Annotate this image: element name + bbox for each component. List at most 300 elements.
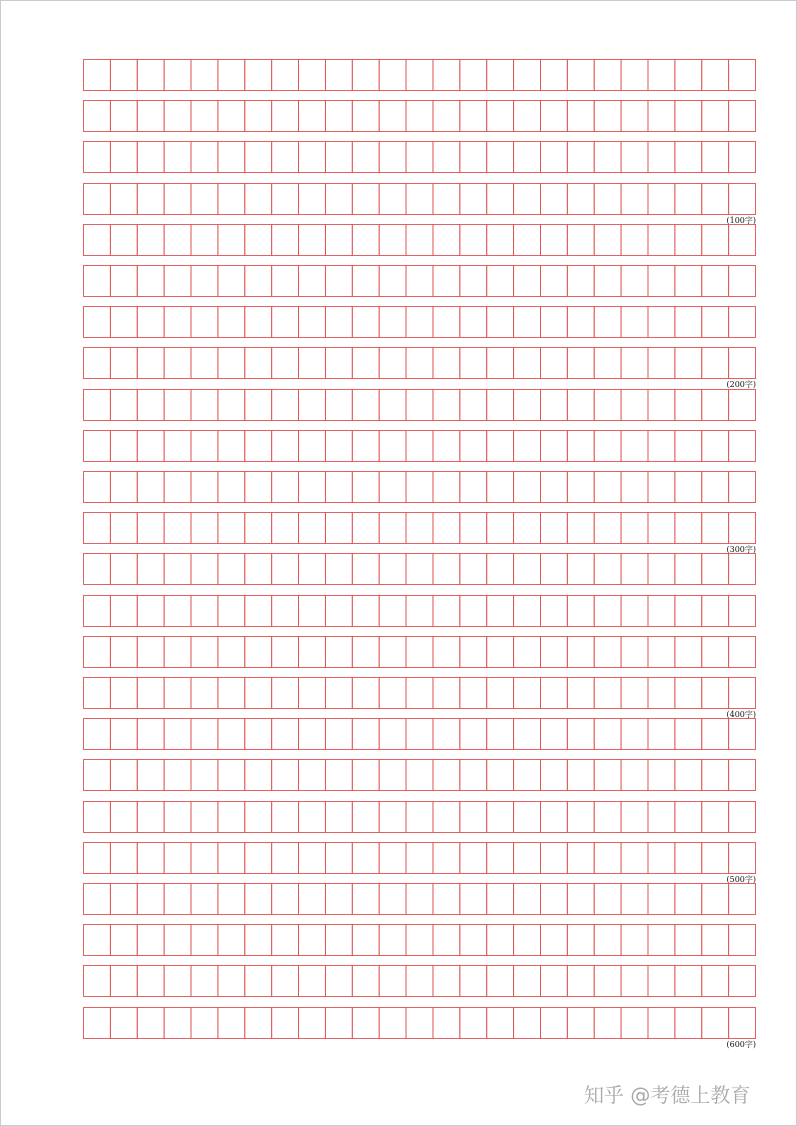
- grid-cell[interactable]: [702, 884, 729, 915]
- grid-cell[interactable]: [137, 596, 164, 627]
- grid-cell[interactable]: [84, 884, 111, 915]
- grid-cell[interactable]: [675, 390, 702, 421]
- grid-cell[interactable]: [621, 719, 648, 750]
- grid-cell[interactable]: [272, 925, 299, 956]
- grid-cell[interactable]: [110, 266, 137, 297]
- grid-cell[interactable]: [433, 513, 460, 544]
- grid-cell[interactable]: [325, 596, 352, 627]
- grid-cell[interactable]: [729, 719, 756, 750]
- grid-cell[interactable]: [299, 390, 326, 421]
- grid-cell[interactable]: [648, 225, 675, 256]
- grid-cell[interactable]: [594, 760, 621, 791]
- grid-cell[interactable]: [567, 266, 594, 297]
- grid-cell[interactable]: [567, 184, 594, 215]
- grid-cell[interactable]: [487, 596, 514, 627]
- grid-cell[interactable]: [110, 225, 137, 256]
- grid-cell[interactable]: [299, 719, 326, 750]
- grid-cell[interactable]: [729, 596, 756, 627]
- grid-cell[interactable]: [702, 266, 729, 297]
- grid-cell[interactable]: [460, 843, 487, 874]
- grid-cell[interactable]: [594, 390, 621, 421]
- grid-cell[interactable]: [729, 101, 756, 132]
- grid-cell[interactable]: [487, 884, 514, 915]
- grid-cell[interactable]: [540, 513, 567, 544]
- grid-cell[interactable]: [379, 884, 406, 915]
- grid-cell[interactable]: [648, 513, 675, 544]
- grid-cell[interactable]: [325, 637, 352, 668]
- grid-cell[interactable]: [272, 760, 299, 791]
- grid-cell[interactable]: [487, 348, 514, 379]
- grid-cell[interactable]: [487, 472, 514, 503]
- grid-cell[interactable]: [460, 184, 487, 215]
- grid-cell[interactable]: [433, 966, 460, 997]
- grid-cell[interactable]: [729, 513, 756, 544]
- grid-cell[interactable]: [406, 802, 433, 833]
- grid-cell[interactable]: [191, 719, 218, 750]
- grid-cell[interactable]: [191, 513, 218, 544]
- grid-cell[interactable]: [540, 678, 567, 709]
- grid-cell[interactable]: [137, 513, 164, 544]
- grid-cell[interactable]: [352, 884, 379, 915]
- grid-cell[interactable]: [137, 966, 164, 997]
- grid-cell[interactable]: [702, 925, 729, 956]
- grid-cell[interactable]: [299, 925, 326, 956]
- grid-cell[interactable]: [137, 637, 164, 668]
- grid-cell[interactable]: [191, 101, 218, 132]
- grid-cell[interactable]: [245, 802, 272, 833]
- grid-cell[interactable]: [594, 596, 621, 627]
- grid-cell[interactable]: [299, 184, 326, 215]
- grid-cell[interactable]: [675, 60, 702, 91]
- grid-cell[interactable]: [702, 1008, 729, 1039]
- grid-cell[interactable]: [567, 348, 594, 379]
- grid-cell[interactable]: [299, 802, 326, 833]
- grid-cell[interactable]: [460, 554, 487, 585]
- grid-cell[interactable]: [621, 596, 648, 627]
- grid-cell[interactable]: [406, 760, 433, 791]
- grid-cell[interactable]: [84, 554, 111, 585]
- grid-cell[interactable]: [272, 719, 299, 750]
- grid-cell[interactable]: [164, 925, 191, 956]
- grid-cell[interactable]: [191, 348, 218, 379]
- grid-cell[interactable]: [325, 513, 352, 544]
- grid-cell[interactable]: [675, 431, 702, 462]
- grid-cell[interactable]: [299, 431, 326, 462]
- grid-cell[interactable]: [191, 966, 218, 997]
- grid-cell[interactable]: [594, 925, 621, 956]
- grid-cell[interactable]: [567, 390, 594, 421]
- grid-cell[interactable]: [648, 719, 675, 750]
- grid-cell[interactable]: [299, 348, 326, 379]
- grid-cell[interactable]: [433, 431, 460, 462]
- grid-cell[interactable]: [729, 307, 756, 338]
- grid-cell[interactable]: [379, 307, 406, 338]
- grid-cell[interactable]: [325, 184, 352, 215]
- grid-cell[interactable]: [540, 884, 567, 915]
- grid-cell[interactable]: [648, 678, 675, 709]
- grid-cell[interactable]: [460, 802, 487, 833]
- grid-cell[interactable]: [540, 142, 567, 173]
- grid-cell[interactable]: [433, 101, 460, 132]
- grid-cell[interactable]: [325, 678, 352, 709]
- grid-cell[interactable]: [621, 266, 648, 297]
- grid-cell[interactable]: [379, 472, 406, 503]
- grid-cell[interactable]: [137, 925, 164, 956]
- grid-cell[interactable]: [540, 925, 567, 956]
- grid-cell[interactable]: [245, 60, 272, 91]
- grid-cell[interactable]: [540, 802, 567, 833]
- grid-cell[interactable]: [164, 802, 191, 833]
- grid-cell[interactable]: [648, 307, 675, 338]
- grid-cell[interactable]: [567, 225, 594, 256]
- grid-cell[interactable]: [460, 431, 487, 462]
- grid-cell[interactable]: [84, 60, 111, 91]
- grid-cell[interactable]: [218, 60, 245, 91]
- grid-cell[interactable]: [406, 1008, 433, 1039]
- grid-cell[interactable]: [675, 554, 702, 585]
- grid-cell[interactable]: [245, 884, 272, 915]
- grid-cell[interactable]: [460, 637, 487, 668]
- grid-cell[interactable]: [352, 925, 379, 956]
- grid-cell[interactable]: [137, 554, 164, 585]
- grid-cell[interactable]: [164, 719, 191, 750]
- grid-cell[interactable]: [702, 348, 729, 379]
- grid-cell[interactable]: [272, 554, 299, 585]
- grid-cell[interactable]: [540, 225, 567, 256]
- grid-cell[interactable]: [406, 101, 433, 132]
- grid-cell[interactable]: [460, 266, 487, 297]
- grid-cell[interactable]: [379, 1008, 406, 1039]
- grid-cell[interactable]: [218, 101, 245, 132]
- grid-cell[interactable]: [137, 760, 164, 791]
- grid-cell[interactable]: [567, 554, 594, 585]
- grid-cell[interactable]: [487, 101, 514, 132]
- grid-cell[interactable]: [675, 884, 702, 915]
- grid-cell[interactable]: [245, 266, 272, 297]
- grid-cell[interactable]: [540, 390, 567, 421]
- grid-cell[interactable]: [191, 431, 218, 462]
- grid-cell[interactable]: [514, 184, 541, 215]
- grid-cell[interactable]: [621, 678, 648, 709]
- grid-cell[interactable]: [702, 513, 729, 544]
- grid-cell[interactable]: [299, 513, 326, 544]
- grid-cell[interactable]: [433, 554, 460, 585]
- grid-cell[interactable]: [84, 719, 111, 750]
- grid-cell[interactable]: [325, 431, 352, 462]
- grid-cell[interactable]: [433, 142, 460, 173]
- grid-cell[interactable]: [487, 966, 514, 997]
- grid-cell[interactable]: [164, 60, 191, 91]
- grid-cell[interactable]: [299, 596, 326, 627]
- grid-cell[interactable]: [325, 307, 352, 338]
- grid-cell[interactable]: [433, 184, 460, 215]
- grid-cell[interactable]: [487, 266, 514, 297]
- grid-cell[interactable]: [245, 719, 272, 750]
- grid-cell[interactable]: [218, 307, 245, 338]
- grid-cell[interactable]: [110, 843, 137, 874]
- grid-cell[interactable]: [460, 884, 487, 915]
- grid-cell[interactable]: [110, 142, 137, 173]
- grid-cell[interactable]: [164, 142, 191, 173]
- grid-cell[interactable]: [675, 596, 702, 627]
- grid-cell[interactable]: [245, 637, 272, 668]
- grid-cell[interactable]: [540, 554, 567, 585]
- grid-cell[interactable]: [621, 348, 648, 379]
- grid-cell[interactable]: [84, 513, 111, 544]
- grid-cell[interactable]: [325, 390, 352, 421]
- grid-cell[interactable]: [352, 513, 379, 544]
- grid-cell[interactable]: [540, 1008, 567, 1039]
- grid-cell[interactable]: [191, 60, 218, 91]
- grid-cell[interactable]: [433, 678, 460, 709]
- grid-cell[interactable]: [594, 884, 621, 915]
- grid-cell[interactable]: [433, 472, 460, 503]
- grid-cell[interactable]: [567, 678, 594, 709]
- grid-cell[interactable]: [164, 225, 191, 256]
- grid-cell[interactable]: [164, 266, 191, 297]
- grid-cell[interactable]: [460, 966, 487, 997]
- grid-cell[interactable]: [702, 719, 729, 750]
- grid-cell[interactable]: [84, 390, 111, 421]
- grid-cell[interactable]: [84, 348, 111, 379]
- grid-cell[interactable]: [729, 266, 756, 297]
- grid-cell[interactable]: [110, 596, 137, 627]
- grid-cell[interactable]: [164, 843, 191, 874]
- grid-cell[interactable]: [137, 472, 164, 503]
- grid-cell[interactable]: [406, 307, 433, 338]
- grid-cell[interactable]: [648, 760, 675, 791]
- grid-cell[interactable]: [352, 472, 379, 503]
- grid-cell[interactable]: [487, 925, 514, 956]
- grid-cell[interactable]: [299, 678, 326, 709]
- grid-cell[interactable]: [729, 554, 756, 585]
- grid-cell[interactable]: [164, 966, 191, 997]
- grid-cell[interactable]: [352, 431, 379, 462]
- grid-cell[interactable]: [84, 307, 111, 338]
- grid-cell[interactable]: [675, 101, 702, 132]
- grid-cell[interactable]: [191, 1008, 218, 1039]
- grid-cell[interactable]: [272, 184, 299, 215]
- grid-cell[interactable]: [594, 348, 621, 379]
- grid-cell[interactable]: [325, 142, 352, 173]
- grid-cell[interactable]: [352, 596, 379, 627]
- grid-cell[interactable]: [110, 802, 137, 833]
- grid-cell[interactable]: [433, 925, 460, 956]
- grid-cell[interactable]: [675, 184, 702, 215]
- grid-cell[interactable]: [218, 760, 245, 791]
- grid-cell[interactable]: [84, 802, 111, 833]
- grid-cell[interactable]: [218, 225, 245, 256]
- grid-cell[interactable]: [594, 472, 621, 503]
- grid-cell[interactable]: [675, 637, 702, 668]
- grid-cell[interactable]: [164, 184, 191, 215]
- grid-cell[interactable]: [379, 513, 406, 544]
- grid-cell[interactable]: [137, 60, 164, 91]
- grid-cell[interactable]: [110, 513, 137, 544]
- grid-cell[interactable]: [514, 596, 541, 627]
- grid-cell[interactable]: [272, 101, 299, 132]
- grid-cell[interactable]: [433, 225, 460, 256]
- grid-cell[interactable]: [621, 184, 648, 215]
- grid-cell[interactable]: [594, 719, 621, 750]
- grid-cell[interactable]: [648, 390, 675, 421]
- grid-cell[interactable]: [110, 184, 137, 215]
- grid-cell[interactable]: [702, 60, 729, 91]
- grid-cell[interactable]: [84, 678, 111, 709]
- grid-cell[interactable]: [164, 596, 191, 627]
- grid-cell[interactable]: [299, 307, 326, 338]
- grid-cell[interactable]: [84, 637, 111, 668]
- grid-cell[interactable]: [352, 142, 379, 173]
- grid-cell[interactable]: [702, 431, 729, 462]
- grid-cell[interactable]: [729, 925, 756, 956]
- grid-cell[interactable]: [84, 843, 111, 874]
- grid-cell[interactable]: [648, 184, 675, 215]
- grid-cell[interactable]: [621, 390, 648, 421]
- grid-cell[interactable]: [702, 101, 729, 132]
- grid-cell[interactable]: [648, 637, 675, 668]
- grid-cell[interactable]: [594, 637, 621, 668]
- grid-cell[interactable]: [379, 390, 406, 421]
- grid-cell[interactable]: [729, 802, 756, 833]
- grid-cell[interactable]: [325, 554, 352, 585]
- grid-cell[interactable]: [84, 142, 111, 173]
- grid-cell[interactable]: [272, 966, 299, 997]
- grid-cell[interactable]: [675, 843, 702, 874]
- grid-cell[interactable]: [594, 843, 621, 874]
- grid-cell[interactable]: [675, 925, 702, 956]
- grid-cell[interactable]: [379, 60, 406, 91]
- grid-cell[interactable]: [352, 390, 379, 421]
- grid-cell[interactable]: [514, 60, 541, 91]
- grid-cell[interactable]: [110, 307, 137, 338]
- grid-cell[interactable]: [406, 554, 433, 585]
- grid-cell[interactable]: [675, 348, 702, 379]
- grid-cell[interactable]: [164, 678, 191, 709]
- grid-cell[interactable]: [675, 802, 702, 833]
- grid-cell[interactable]: [433, 60, 460, 91]
- grid-cell[interactable]: [406, 678, 433, 709]
- grid-cell[interactable]: [164, 472, 191, 503]
- grid-cell[interactable]: [514, 719, 541, 750]
- grid-cell[interactable]: [567, 637, 594, 668]
- grid-cell[interactable]: [433, 802, 460, 833]
- grid-cell[interactable]: [540, 431, 567, 462]
- grid-cell[interactable]: [487, 142, 514, 173]
- grid-cell[interactable]: [648, 266, 675, 297]
- grid-cell[interactable]: [379, 719, 406, 750]
- grid-cell[interactable]: [729, 184, 756, 215]
- grid-cell[interactable]: [675, 760, 702, 791]
- grid-cell[interactable]: [245, 554, 272, 585]
- grid-cell[interactable]: [729, 966, 756, 997]
- grid-cell[interactable]: [110, 101, 137, 132]
- grid-cell[interactable]: [191, 925, 218, 956]
- grid-cell[interactable]: [567, 1008, 594, 1039]
- grid-cell[interactable]: [191, 142, 218, 173]
- grid-cell[interactable]: [137, 101, 164, 132]
- grid-cell[interactable]: [514, 390, 541, 421]
- grid-cell[interactable]: [460, 678, 487, 709]
- grid-cell[interactable]: [514, 637, 541, 668]
- grid-cell[interactable]: [218, 390, 245, 421]
- grid-cell[interactable]: [702, 637, 729, 668]
- grid-cell[interactable]: [406, 431, 433, 462]
- grid-cell[interactable]: [352, 1008, 379, 1039]
- grid-cell[interactable]: [433, 760, 460, 791]
- grid-cell[interactable]: [84, 472, 111, 503]
- grid-cell[interactable]: [245, 472, 272, 503]
- grid-cell[interactable]: [379, 843, 406, 874]
- grid-cell[interactable]: [433, 348, 460, 379]
- grid-cell[interactable]: [191, 802, 218, 833]
- grid-cell[interactable]: [594, 431, 621, 462]
- grid-cell[interactable]: [460, 472, 487, 503]
- grid-cell[interactable]: [514, 884, 541, 915]
- grid-cell[interactable]: [272, 60, 299, 91]
- grid-cell[interactable]: [675, 266, 702, 297]
- grid-cell[interactable]: [648, 1008, 675, 1039]
- grid-cell[interactable]: [218, 843, 245, 874]
- grid-cell[interactable]: [272, 142, 299, 173]
- grid-cell[interactable]: [84, 101, 111, 132]
- grid-cell[interactable]: [299, 843, 326, 874]
- grid-cell[interactable]: [137, 1008, 164, 1039]
- grid-cell[interactable]: [621, 431, 648, 462]
- grid-cell[interactable]: [621, 225, 648, 256]
- grid-cell[interactable]: [379, 678, 406, 709]
- grid-cell[interactable]: [110, 60, 137, 91]
- grid-cell[interactable]: [379, 101, 406, 132]
- grid-cell[interactable]: [702, 760, 729, 791]
- grid-cell[interactable]: [648, 348, 675, 379]
- grid-cell[interactable]: [299, 554, 326, 585]
- grid-cell[interactable]: [514, 966, 541, 997]
- grid-cell[interactable]: [325, 719, 352, 750]
- grid-cell[interactable]: [110, 719, 137, 750]
- grid-cell[interactable]: [406, 184, 433, 215]
- grid-cell[interactable]: [272, 884, 299, 915]
- grid-cell[interactable]: [245, 925, 272, 956]
- grid-cell[interactable]: [514, 802, 541, 833]
- grid-cell[interactable]: [514, 554, 541, 585]
- grid-cell[interactable]: [164, 554, 191, 585]
- grid-cell[interactable]: [137, 307, 164, 338]
- grid-cell[interactable]: [406, 472, 433, 503]
- grid-cell[interactable]: [648, 966, 675, 997]
- grid-cell[interactable]: [460, 101, 487, 132]
- grid-cell[interactable]: [514, 925, 541, 956]
- grid-cell[interactable]: [191, 266, 218, 297]
- grid-cell[interactable]: [84, 431, 111, 462]
- grid-cell[interactable]: [218, 142, 245, 173]
- grid-cell[interactable]: [164, 637, 191, 668]
- grid-cell[interactable]: [567, 966, 594, 997]
- grid-cell[interactable]: [406, 843, 433, 874]
- grid-cell[interactable]: [514, 472, 541, 503]
- grid-cell[interactable]: [245, 1008, 272, 1039]
- grid-cell[interactable]: [729, 225, 756, 256]
- grid-cell[interactable]: [299, 472, 326, 503]
- grid-cell[interactable]: [352, 966, 379, 997]
- grid-cell[interactable]: [487, 719, 514, 750]
- grid-cell[interactable]: [325, 760, 352, 791]
- grid-cell[interactable]: [406, 884, 433, 915]
- grid-cell[interactable]: [729, 348, 756, 379]
- grid-cell[interactable]: [675, 1008, 702, 1039]
- grid-cell[interactable]: [272, 513, 299, 544]
- grid-cell[interactable]: [110, 554, 137, 585]
